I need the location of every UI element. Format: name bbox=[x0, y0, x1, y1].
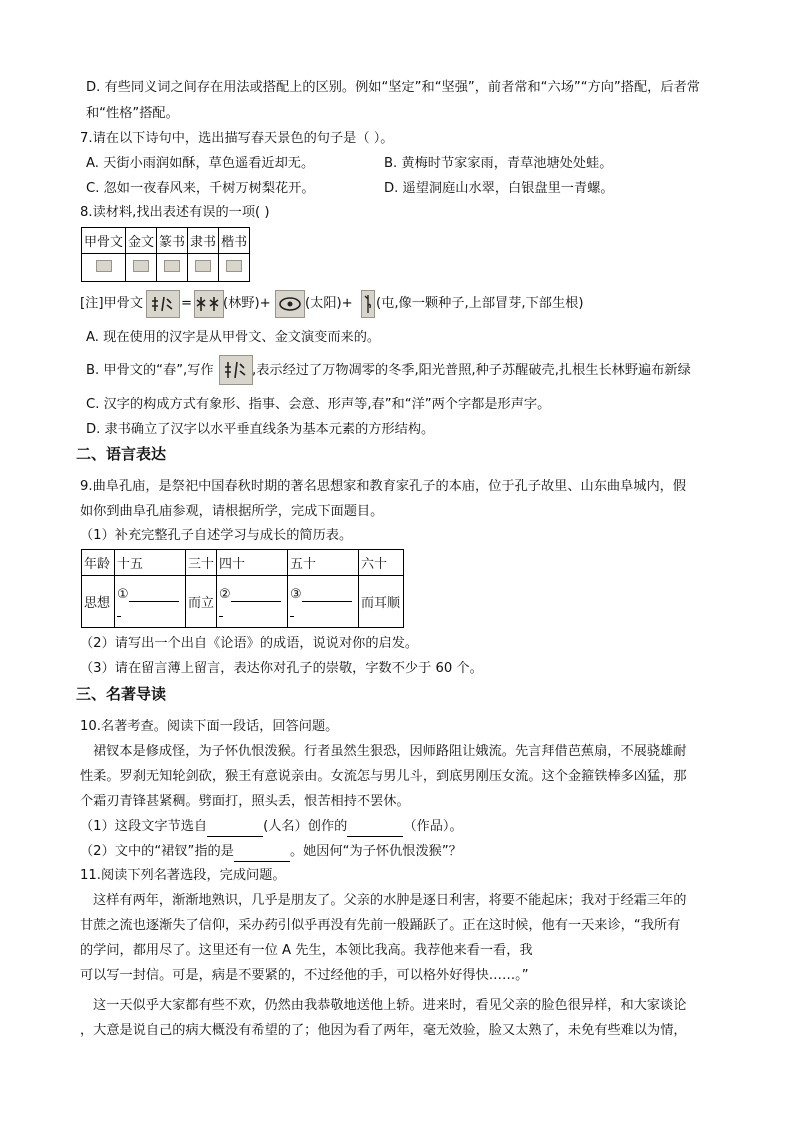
q11-passage-line3: 的学问，都用尽了。这里还有一位 A 先生，本领比我高。我荐他来看一看，我 bbox=[80, 943, 533, 958]
regular-chun-image bbox=[226, 260, 242, 272]
cell-age-50: 五十 bbox=[288, 550, 359, 576]
q8-option-a: A. 现在使用的汉字是从甲骨文、金文演变而来的。 bbox=[86, 330, 381, 345]
cell-thought-label: 思想 bbox=[82, 576, 115, 628]
cell-age-30: 三十 bbox=[186, 550, 217, 576]
q10-passage-line3: 个霜刃青锋甚紧稠。劈面打，照头丢，恨苦相持不罢休。 bbox=[80, 794, 410, 809]
blank-1-underline bbox=[117, 616, 121, 617]
q11-passage-line5: ，大意是说自己的病大概没有希望的了；他因为看了两年，毫无效验，脸又太熟了，未免有些难以为情， bbox=[80, 1023, 687, 1038]
glyph-cell-bronze bbox=[126, 254, 157, 282]
q8-note-sun: (太阳)+ bbox=[305, 296, 353, 311]
q10-passage-line1: 裙钗本是修成怪，为子怀仇恨泼猴。行者虽然生狠恐，因师路阻让娥流。先言拜借芭蕉扇，不展骁雄耐 bbox=[93, 744, 687, 759]
cell-age-60: 六十 bbox=[359, 550, 404, 576]
glyph-cell-oracle bbox=[82, 254, 126, 282]
q8-option-b-prefix: B. 甲骨文的“春”,写作 bbox=[86, 363, 214, 378]
q11-passage-line3b: 可以写一封信。可是，病是不要紧的，不过经他的手，可以格外好得快……。” bbox=[80, 968, 529, 983]
q6-option-d-line2: 和“性格”搭配。 bbox=[86, 106, 179, 121]
author-blank[interactable] bbox=[207, 822, 263, 837]
blank-2-marker: ② bbox=[219, 586, 231, 602]
forest-glyph-image bbox=[194, 290, 224, 318]
q10-stem: 10.名著考查。阅读下面一段话，回答问题。 bbox=[80, 719, 339, 734]
oracle-chun-large-image bbox=[146, 290, 180, 318]
cell-ershun: 而耳顺 bbox=[359, 576, 404, 628]
q8-option-c: C. 汉字的构成方式有象形、指事、会意、形声等,春”和“洋”两个字都是形声字。 bbox=[86, 397, 551, 412]
q10-sub2-part-a: （2）文中的“裙钗”指的是 bbox=[80, 844, 234, 859]
q11-passage-line2: 甘蔗之流也逐渐失了信仰，采办药引似乎再没有先前一般踊跃了。正在这时候，他有一天来诊，“我所有 bbox=[80, 918, 681, 933]
q10-sub2-part-b: 。她因何“为子怀仇恨泼猴”？ bbox=[289, 844, 462, 859]
q9-sub3: （3）请在留言薄上留言，表达你对孔子的崇敬，字数不少于 60 个。 bbox=[80, 661, 483, 676]
table-header-clerical: 隶书 bbox=[188, 228, 219, 254]
blank-3-line bbox=[302, 601, 352, 602]
q7-stem: 7.请在以下诗句中，选出描写春天景色的句子是（ ）。 bbox=[80, 131, 394, 146]
cell-blank-3[interactable] bbox=[288, 576, 359, 628]
q10-sub1-part-b: (人名）创作的 bbox=[263, 819, 348, 834]
sprout-glyph-image bbox=[361, 290, 375, 318]
section-2-title: 二、语言表达 bbox=[76, 445, 167, 463]
section-3-title: 三、名著导读 bbox=[76, 685, 167, 703]
q9-stem-line2: 如你到曲阜孔庙参观，请根据所学，完成下面题目。 bbox=[80, 504, 384, 519]
script-evolution-table bbox=[81, 227, 250, 282]
q7-option-c: C. 忽如一夜春风来，千树万树梨花开。 bbox=[86, 181, 315, 196]
sun-glyph-image bbox=[275, 290, 305, 318]
q10-sub1-part-c: （作品）。 bbox=[403, 819, 463, 834]
cell-blank-1[interactable] bbox=[115, 576, 186, 628]
q7-option-b: B. 黄梅时节家家雨，青草池塘处处蛙。 bbox=[384, 156, 613, 171]
q10-sub1-part-a: （1）这段文字节选自 bbox=[80, 819, 208, 834]
blank-2-line bbox=[231, 601, 281, 602]
q11-stem: 11.阅读下列名著选段，完成问题。 bbox=[80, 868, 286, 883]
q7-option-d: D. 遥望洞庭山水翠，白银盘里一青螺。 bbox=[384, 181, 614, 196]
q10-passage-line2: 性柔。罗刹无知轮剑砍，猴王有意说亲由。女流怎与男儿斗，到底男刚压女流。这个金箍铁棒多凶猛，那 bbox=[80, 769, 687, 784]
clerical-chun-image bbox=[195, 260, 211, 272]
q10-sub1 bbox=[80, 817, 463, 837]
blank-1-line bbox=[129, 601, 179, 602]
q10-sub2 bbox=[80, 842, 462, 862]
glyph-cell-seal bbox=[157, 254, 188, 282]
q8-option-d: D. 隶书确立了汉字以水平垂直线条为基本元素的方形结构。 bbox=[86, 422, 435, 437]
cell-erli: 而立 bbox=[186, 576, 217, 628]
q8-option-b-suffix: ,表示经过了万物凋零的冬季,阳光普照,种子苏醒破壳,扎根生长林野遍布新绿 bbox=[252, 363, 691, 378]
oracle-chun-image bbox=[96, 260, 112, 272]
blank-2-underline bbox=[219, 616, 223, 617]
blank-3-underline bbox=[290, 616, 294, 617]
confucius-resume-table bbox=[81, 549, 404, 628]
q11-passage-line4: 这一天似乎大家都有些不欢，仍然由我恭敬地送他上轿。进来时，看见父亲的脸色很异样，和大家谈论 bbox=[93, 998, 687, 1013]
work-blank[interactable] bbox=[347, 822, 403, 837]
glyph-cell-clerical bbox=[188, 254, 219, 282]
q8-note-equals: = bbox=[181, 296, 193, 311]
blank-1-marker: ① bbox=[117, 586, 129, 602]
q8-stem: 8.读材料,找出表述有误的一项( ) bbox=[80, 205, 270, 220]
q7-option-a: A. 天街小雨润如酥，草色遥看近却无。 bbox=[86, 156, 315, 171]
table-header-seal: 篆书 bbox=[157, 228, 188, 254]
q11-passage-line1: 这样有两年，渐渐地熟识，几乎是朋友了。父亲的水肿是逐日利害，将要不能起床；我对于经霜三年的 bbox=[93, 893, 687, 908]
seal-chun-image bbox=[164, 260, 180, 272]
cell-age-40: 四十 bbox=[217, 550, 288, 576]
qunchai-blank[interactable] bbox=[234, 847, 290, 862]
q6-option-d-line1: D. 有些同义词之间存在用法或搭配上的区别。例如“坚定”和“坚强”，前者常和“六场”“方向”搭配，后者常 bbox=[86, 80, 700, 95]
cell-blank-2[interactable] bbox=[217, 576, 288, 628]
q8-note-forest: (林野)+ bbox=[223, 296, 271, 311]
cell-age-label: 年龄 bbox=[82, 550, 115, 576]
table-header-oracle: 甲骨文 bbox=[82, 228, 126, 254]
blank-3-marker: ③ bbox=[290, 586, 302, 602]
q9-sub2: （2）请写出一个出自《论语》的成语，说说对你的启发。 bbox=[80, 636, 419, 651]
q9-sub1: （1）补充完整孔子自述学习与成长的简历表。 bbox=[80, 528, 353, 543]
oracle-chun-inline-image bbox=[219, 355, 253, 385]
table-header-bronze: 金文 bbox=[126, 228, 157, 254]
glyph-cell-regular bbox=[219, 254, 250, 282]
q8-note-prefix: [注]甲骨文 bbox=[80, 296, 144, 311]
cell-age-15: 十五 bbox=[115, 550, 186, 576]
q8-note-sprout: (屯,像一颗种子,上部冒芽,下部生根) bbox=[376, 296, 584, 311]
q9-stem-line1: 9.曲阜孔庙，是祭祀中国春秋时期的著名思想家和教育家孔子的本庙，位于孔子故里、山东曲阜城内，假 bbox=[80, 479, 687, 494]
table-header-regular: 楷书 bbox=[219, 228, 250, 254]
bronze-chun-image bbox=[133, 260, 149, 272]
